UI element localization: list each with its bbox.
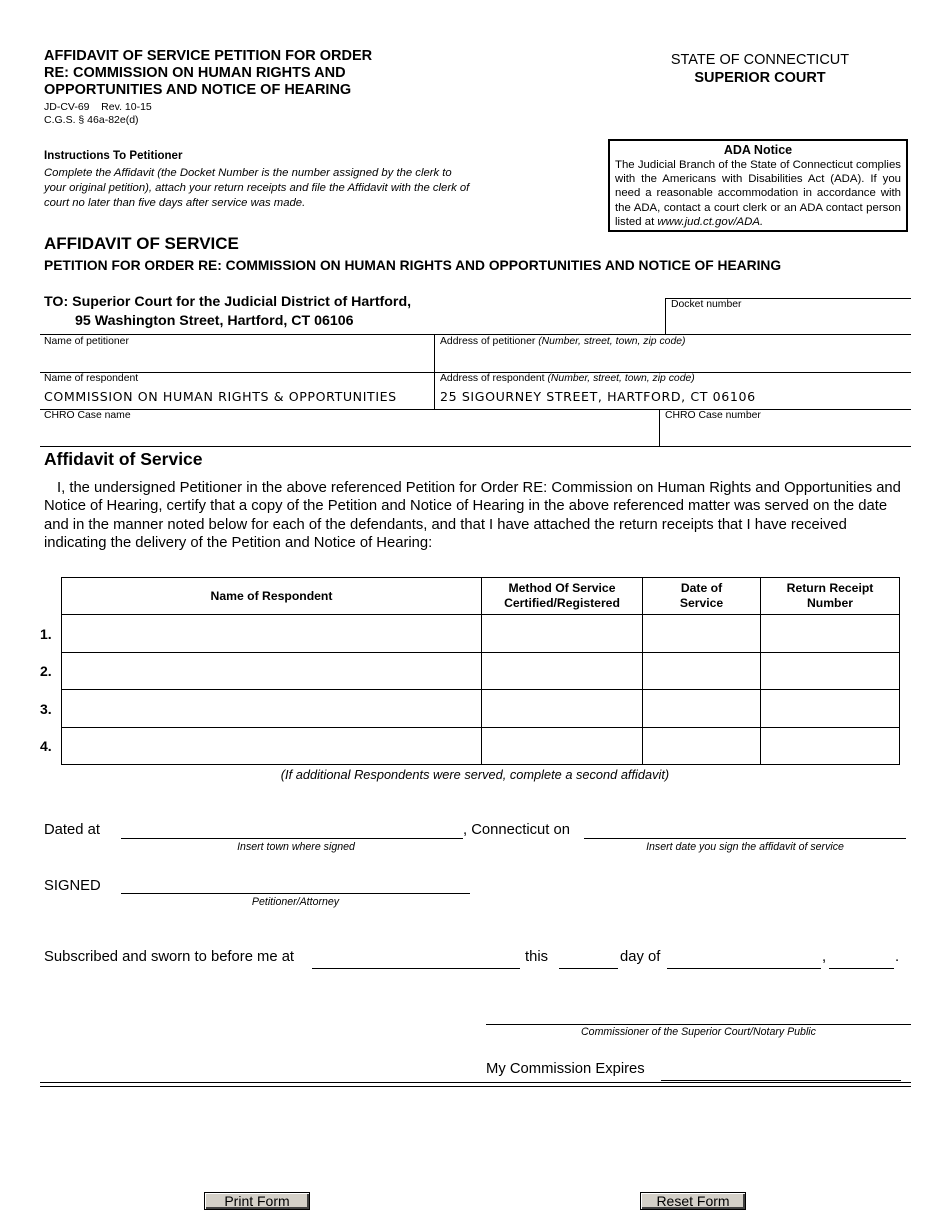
service-table-header [62, 578, 900, 615]
ada-notice-heading: ADA Notice [723, 143, 793, 157]
service-statement: I, the undersigned Petitioner in the above referenced Petition for Order RE: Commission on Human Rights and Opportunities and Notice of Hearing, certify that a copy of the Petition and Notice of Hearing in the above referenced matter was served on the date and in the manner noted below for each of the defendants, and that I have attached the return receipts that I have received indicating the delivery of the Petition and Notice of Hearing: [44, 480, 901, 551]
dated-at-label: Dated at [44, 822, 100, 838]
petitioner-name-label: Name of petitioner [44, 336, 129, 347]
petitioner-name-field[interactable] [44, 352, 424, 370]
sworn-month-field[interactable] [667, 968, 821, 969]
chro-case-name-label: CHRO Case name [44, 410, 131, 421]
row-number-4: 4. [40, 738, 52, 754]
affidavit-heading: AFFIDAVIT OF SERVICE [44, 234, 239, 253]
day-of-label: day of [620, 949, 661, 965]
commission-expires-field[interactable] [661, 1080, 901, 1081]
receipt-cell-4[interactable] [761, 727, 900, 765]
header-method-line-2: Certified/Registered [504, 596, 620, 610]
respondent-name-cell-4[interactable] [62, 727, 482, 765]
method-cell-1[interactable] [482, 615, 643, 653]
petitioner-address-field[interactable] [440, 352, 905, 370]
signature-field[interactable] [121, 893, 470, 894]
date-signed-field[interactable] [584, 838, 906, 839]
respondent-name-label: Name of respondent [44, 373, 139, 384]
bottom-rule [40, 1082, 911, 1083]
respondent-address-label [440, 373, 695, 385]
date-cell-3[interactable] [643, 690, 761, 728]
court-address-line-2: 95 Washington Street, Hartford, CT 06106 [75, 313, 354, 329]
header-receipt-line-1: Return Receipt [786, 581, 874, 595]
docket-number-label: Docket number [671, 299, 742, 310]
method-cell-2[interactable] [482, 652, 643, 690]
receipt-cell-1[interactable] [761, 615, 900, 653]
town-signed-field[interactable] [121, 838, 463, 839]
row-number-3: 3. [40, 701, 52, 717]
header-date-line-1: Date of [680, 581, 723, 595]
form-title-line-1: AFFIDAVIT OF SERVICE PETITION FOR ORDER [44, 48, 373, 64]
this-label: this [525, 949, 549, 965]
comma-label: , [822, 949, 827, 965]
header-method-line-1: Method Of Service [508, 581, 616, 595]
respondent-address-hint: (Number, street, town, zip code) [547, 373, 695, 384]
header-date-of-service [643, 578, 761, 615]
service-table [61, 577, 900, 765]
row-divider [40, 409, 911, 410]
form-number-block [44, 101, 152, 127]
column-divider [659, 409, 660, 447]
chro-case-name-field[interactable] [44, 426, 649, 444]
respondent-name-cell-3[interactable] [62, 690, 482, 728]
commissioner-caption: Commissioner of the Superior Court/Notary Public [581, 1026, 816, 1038]
respondent-name-cell-2[interactable] [62, 652, 482, 690]
header-receipt-line-2: Number [806, 596, 854, 610]
ada-notice-body: The Judicial Branch of the State of Connecticut complies with the Americans with Disabilities Act (ADA). If you need a reasonable accommodation in accordance with the ADA, contact a court clerk or an ADA contact person listed at [615, 159, 901, 228]
additional-respondents-note: (If additional Respondents were served, complete a second affidavit) [280, 767, 670, 782]
sworn-year-field[interactable] [829, 968, 894, 969]
bottom-rule [40, 1086, 911, 1087]
chro-case-number-field[interactable] [665, 426, 905, 444]
affidavit-subheading: PETITION FOR ORDER RE: COMMISSION ON HUMAN RIGHTS AND OPPORTUNITIES AND NOTICE OF HEARING [44, 258, 782, 273]
respondent-name-field[interactable]: COMMISSION ON HUMAN RIGHTS & OPPORTUNITIES [44, 389, 397, 404]
instructions-text: Complete the Affidavit (the Docket Number is the number assigned by the clerk to your original petition), attach your return receipts and file the Affidavit with the clerk of court no later than five days after service was made. [44, 167, 470, 210]
docket-number-field[interactable] [671, 314, 901, 332]
commissioner-signature-field[interactable] [486, 1024, 911, 1025]
period-label: . [895, 949, 900, 965]
reset-form-button[interactable]: Reset Form [640, 1192, 746, 1210]
table-row [62, 690, 900, 728]
method-cell-3[interactable] [482, 690, 643, 728]
state-name: STATE OF CONNECTICUT [670, 52, 850, 68]
receipt-cell-3[interactable] [761, 690, 900, 728]
court-address [44, 293, 411, 331]
header-name-of-respondent: Name of Respondent [62, 578, 482, 615]
receipt-cell-2[interactable] [761, 652, 900, 690]
header-date-line-2: Service [679, 596, 724, 610]
petitioner-address-label-text: Address of petitioner [440, 336, 536, 347]
row-number-1: 1. [40, 626, 52, 642]
commission-expires-label: My Commission Expires [486, 1061, 645, 1077]
form-title [44, 48, 424, 99]
respondent-address-field[interactable]: 25 SIGOURNEY STREET, HARTFORD, CT 06106 [440, 389, 756, 404]
docket-left-border [665, 298, 666, 335]
method-cell-4[interactable] [482, 727, 643, 765]
table-row [62, 652, 900, 690]
print-form-button[interactable]: Print Form [204, 1192, 310, 1210]
petitioner-address-hint: (Number, street, town, zip code) [538, 336, 686, 347]
ada-link[interactable]: www.jud.ct.gov/ADA. [657, 215, 764, 228]
signed-label: SIGNED [44, 878, 101, 894]
row-number-2: 2. [40, 663, 52, 679]
form-title-line-2: RE: COMMISSION ON HUMAN RIGHTS AND [44, 65, 346, 81]
court-address-line-1: TO: Superior Court for the Judicial District of Hartford, [44, 294, 412, 310]
connecticut-on-label: , Connecticut on [463, 822, 570, 838]
court-heading [612, 51, 908, 87]
signature-caption: Petitioner/Attorney [251, 896, 340, 908]
sworn-label: Subscribed and sworn to before me at [44, 949, 295, 965]
form-title-line-3: OPPORTUNITIES AND NOTICE OF HEARING [44, 82, 352, 98]
date-cell-4[interactable] [643, 727, 761, 765]
respondent-name-cell-1[interactable] [62, 615, 482, 653]
instructions-heading: Instructions To Petitioner [44, 150, 183, 162]
petitioner-address-label [440, 336, 685, 348]
ada-notice-text [615, 158, 901, 229]
respondent-address-label-text: Address of respondent [440, 373, 545, 384]
court-name: SUPERIOR COURT [694, 70, 826, 86]
date-cell-2[interactable] [643, 652, 761, 690]
row-divider [40, 446, 911, 447]
header-return-receipt [761, 578, 900, 615]
header-method-of-service [482, 578, 643, 615]
ada-notice [608, 139, 908, 232]
town-caption: Insert town where signed [237, 841, 355, 853]
table-row [62, 615, 900, 653]
service-heading: Affidavit of Service [44, 449, 203, 469]
date-cell-1[interactable] [643, 615, 761, 653]
sworn-day-field[interactable] [559, 968, 618, 969]
sworn-place-field[interactable] [312, 968, 520, 969]
date-caption: Insert date you sign the affidavit of service [646, 841, 844, 853]
statute-reference: C.G.S. § 46a-82e(d) [44, 114, 139, 126]
row-divider [40, 334, 911, 335]
chro-case-number-label: CHRO Case number [665, 410, 761, 421]
table-row [62, 727, 900, 765]
form-number: JD-CV-69 Rev. 10-15 [44, 101, 152, 113]
